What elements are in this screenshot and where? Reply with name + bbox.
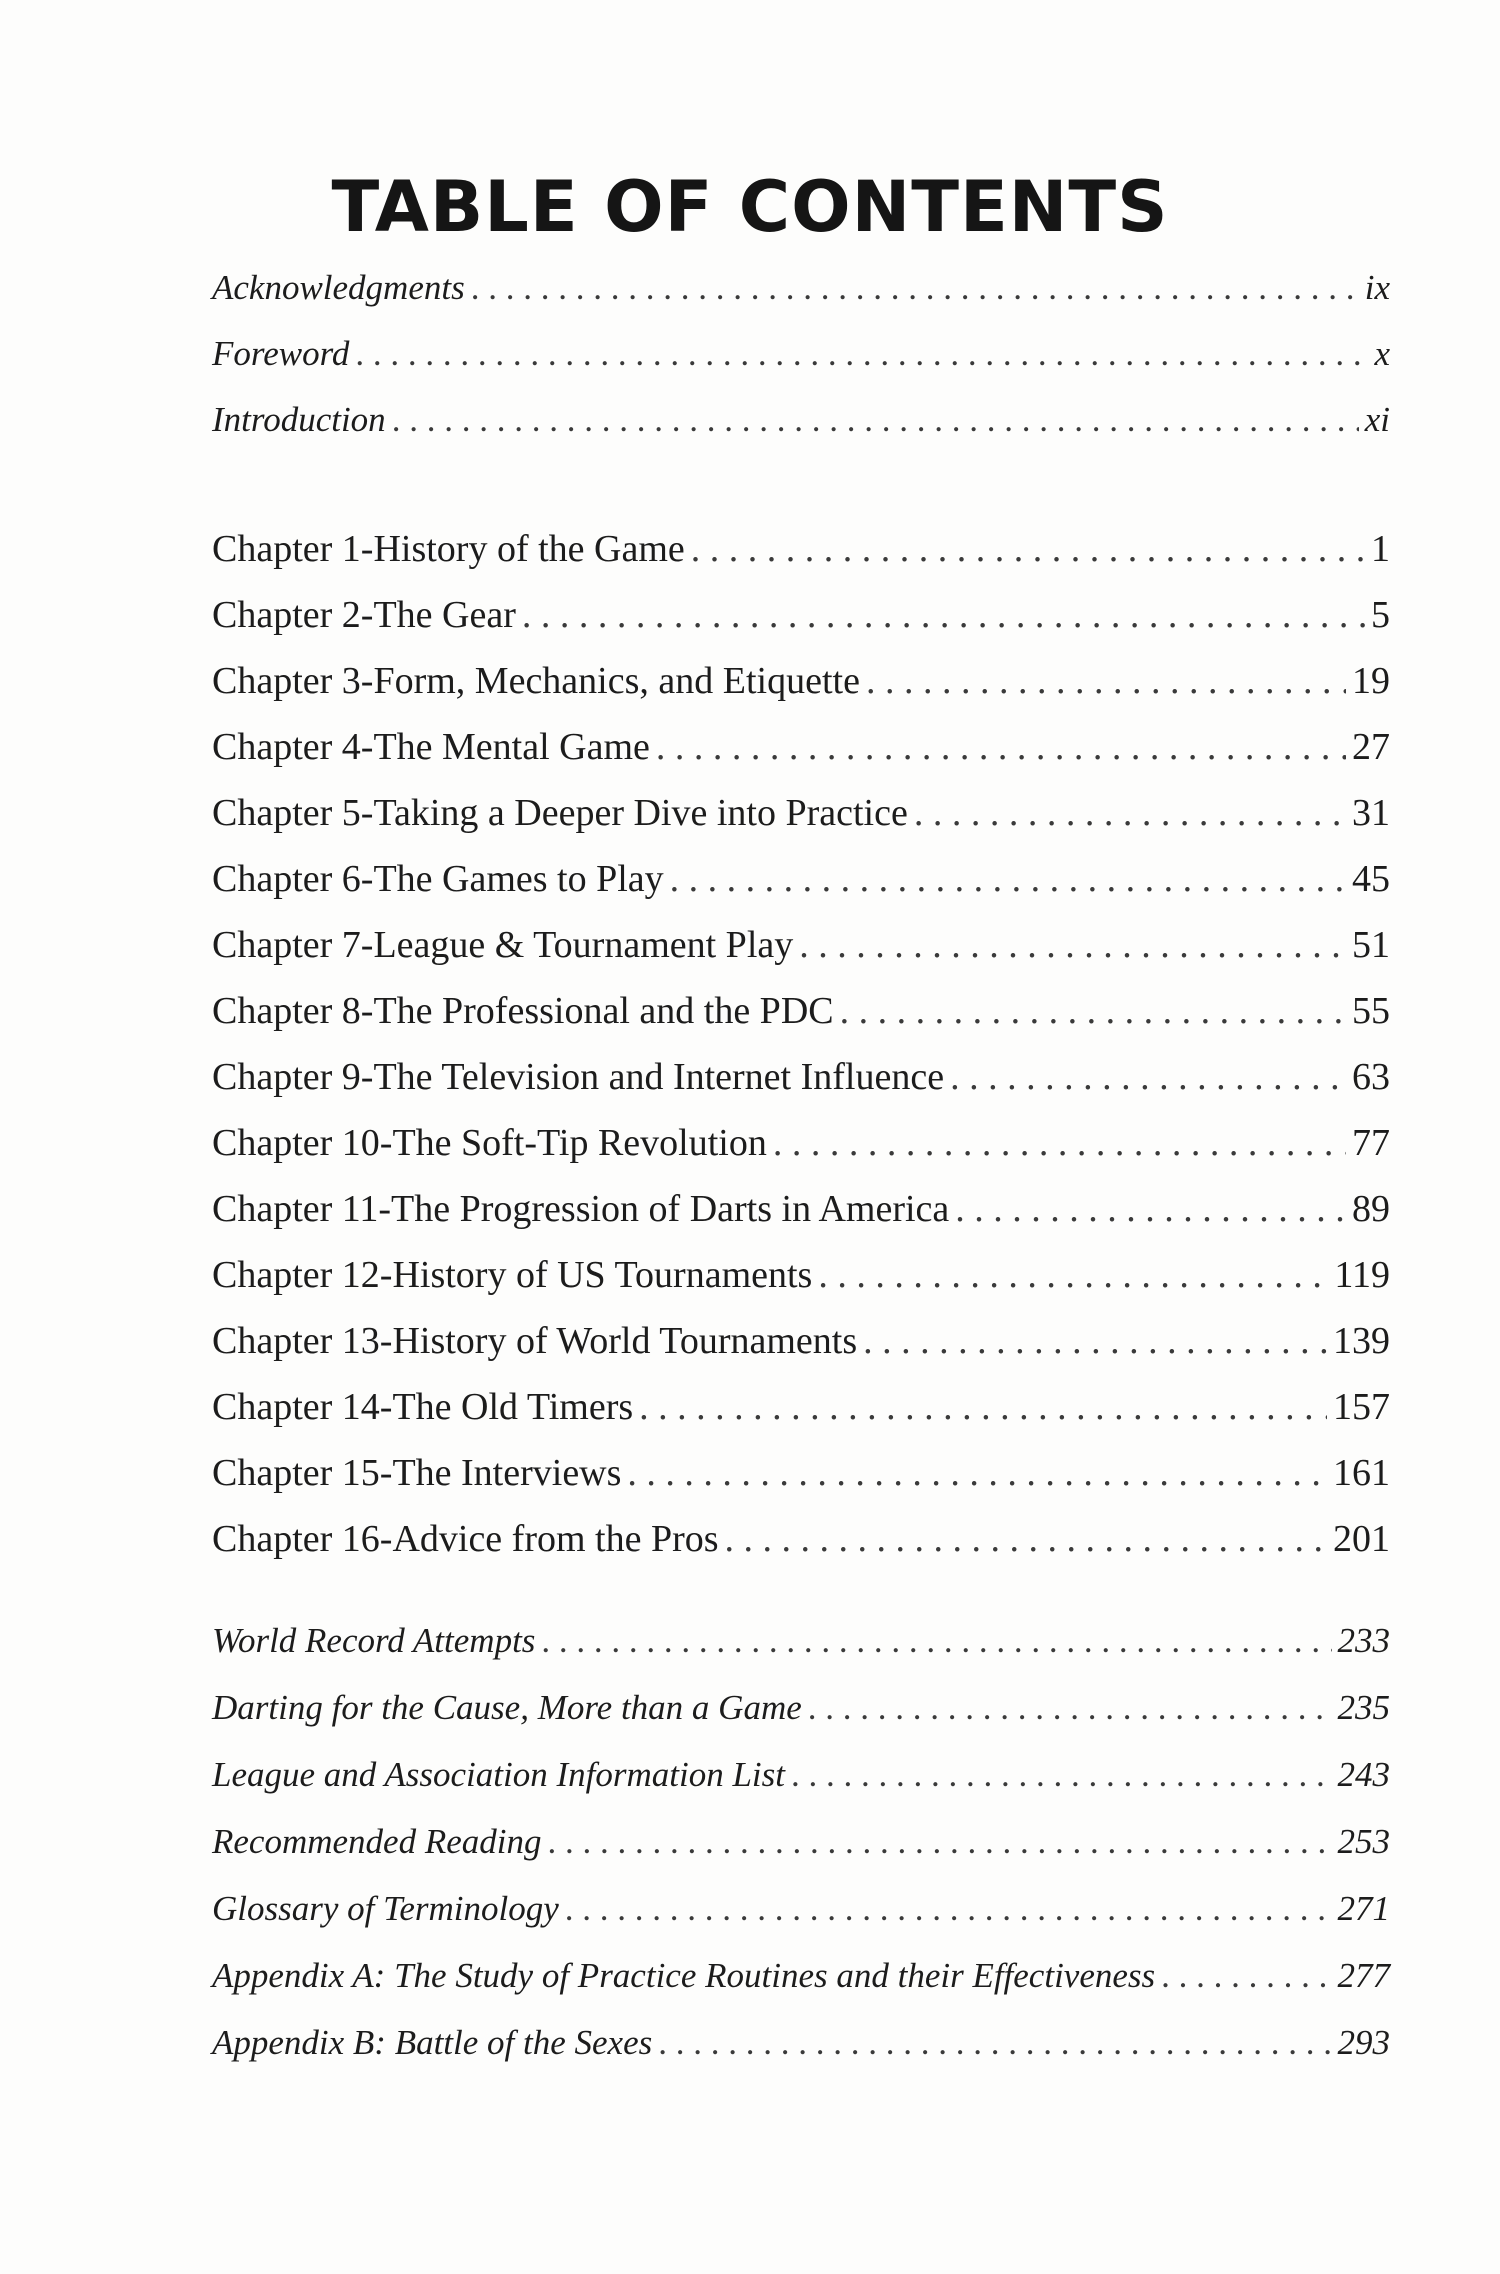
toc-entry-title: Chapter 6-The Games to Play bbox=[212, 858, 664, 900]
toc-entry-page-number: 293 bbox=[1337, 2023, 1390, 2062]
dot-leader bbox=[840, 989, 1346, 1033]
toc-entry-title: Chapter 16-Advice from the Pros bbox=[212, 1518, 719, 1560]
toc-entry-page-number: 201 bbox=[1333, 1518, 1390, 1560]
dot-leader bbox=[541, 1621, 1331, 1661]
toc-entry bbox=[212, 2023, 1390, 2090]
toc-entry-page-number: 5 bbox=[1371, 594, 1390, 636]
toc-entry-title: Chapter 12-History of US Tournaments bbox=[212, 1254, 813, 1296]
toc-entry-page-number: xi bbox=[1364, 400, 1390, 439]
dot-leader bbox=[866, 659, 1346, 703]
toc-entry-page-number: 63 bbox=[1352, 1056, 1390, 1098]
toc-entry-title: Chapter 2-The Gear bbox=[212, 594, 516, 636]
toc-entry-page-number: 31 bbox=[1352, 792, 1390, 834]
dot-leader bbox=[547, 1822, 1331, 1862]
dot-leader bbox=[1161, 1956, 1331, 1996]
dot-leader bbox=[656, 725, 1346, 769]
toc-entry-title: Darting for the Cause, More than a Game bbox=[212, 1688, 802, 1727]
dot-leader bbox=[791, 1755, 1332, 1795]
toc-entry-page-number: 277 bbox=[1337, 1956, 1390, 1995]
toc-entry-page-number: 51 bbox=[1352, 924, 1390, 966]
toc-entry-page-number: 89 bbox=[1352, 1188, 1390, 1230]
toc-entry-page-number: 119 bbox=[1334, 1254, 1390, 1296]
toc-entry-title: World Record Attempts bbox=[212, 1621, 536, 1660]
toc-entry bbox=[212, 1688, 1390, 1755]
toc-entry-title: Chapter 15-The Interviews bbox=[212, 1452, 622, 1494]
front-matter-list bbox=[212, 268, 1390, 466]
back-matter-list bbox=[212, 1621, 1390, 2090]
toc-entry-title: Appendix B: Battle of the Sexes bbox=[212, 2023, 653, 2062]
toc-entry bbox=[212, 1956, 1390, 2023]
page-title: TABLE OF CONTENTS bbox=[331, 165, 1169, 248]
dot-leader bbox=[863, 1319, 1327, 1363]
toc-entry bbox=[212, 1889, 1390, 1956]
toc-entry bbox=[212, 268, 1390, 334]
toc-entry-title: Chapter 5-Taking a Deeper Dive into Practice bbox=[212, 792, 908, 834]
toc-entry bbox=[212, 1517, 1390, 1583]
toc-entry bbox=[212, 593, 1390, 659]
toc-entry-page-number: 271 bbox=[1337, 1889, 1390, 1928]
toc-entry-title: Glossary of Terminology bbox=[212, 1889, 559, 1928]
toc-entry bbox=[212, 923, 1390, 989]
toc-entry-page-number: 27 bbox=[1352, 726, 1390, 768]
dot-leader bbox=[773, 1121, 1346, 1165]
toc-entry-title: Chapter 10-The Soft-Tip Revolution bbox=[212, 1122, 767, 1164]
toc-entry-page-number: 55 bbox=[1352, 990, 1390, 1032]
toc-entry bbox=[212, 1319, 1390, 1385]
toc-entry bbox=[212, 1451, 1390, 1517]
toc-entry-page-number: ix bbox=[1364, 268, 1390, 307]
toc-entry bbox=[212, 1121, 1390, 1187]
toc-entry bbox=[212, 334, 1390, 400]
dot-leader bbox=[627, 1451, 1327, 1495]
toc-entry bbox=[212, 791, 1390, 857]
toc-entry-title: Appendix A: The Study of Practice Routines and their Effectiveness bbox=[212, 1956, 1156, 1995]
toc-entry-title: Recommended Reading bbox=[212, 1822, 542, 1861]
dot-leader bbox=[471, 268, 1359, 308]
toc-entry-page-number: 1 bbox=[1371, 528, 1390, 570]
toc-entry bbox=[212, 725, 1390, 791]
toc-entry bbox=[212, 1055, 1390, 1121]
toc-entry-page-number: x bbox=[1374, 334, 1390, 373]
toc-entry-title: Chapter 11-The Progression of Darts in America bbox=[212, 1188, 950, 1230]
toc-entry bbox=[212, 527, 1390, 593]
toc-entry-page-number: 233 bbox=[1337, 1621, 1390, 1660]
toc-entry-title: Chapter 4-The Mental Game bbox=[212, 726, 650, 768]
dot-leader bbox=[658, 2023, 1331, 2063]
toc-entry-page-number: 45 bbox=[1352, 858, 1390, 900]
dot-leader bbox=[818, 1253, 1328, 1297]
toc-entry-title: Chapter 9-The Television and Internet Influence bbox=[212, 1056, 945, 1098]
dot-leader bbox=[725, 1517, 1327, 1561]
dot-leader bbox=[691, 527, 1365, 571]
toc-entry bbox=[212, 1822, 1390, 1889]
toc-entry-title: Chapter 1-History of the Game bbox=[212, 528, 685, 570]
toc-entry-title: Acknowledgments bbox=[212, 268, 465, 307]
toc-entry bbox=[212, 857, 1390, 923]
toc-entry-page-number: 19 bbox=[1352, 660, 1390, 702]
toc-entry bbox=[212, 1253, 1390, 1319]
toc-entry-title: Chapter 14-The Old Timers bbox=[212, 1386, 634, 1428]
dot-leader bbox=[955, 1187, 1346, 1231]
toc-entry-page-number: 139 bbox=[1333, 1320, 1390, 1362]
toc-entry-page-number: 243 bbox=[1337, 1755, 1390, 1794]
dot-leader bbox=[670, 857, 1346, 901]
toc-entry-page-number: 253 bbox=[1337, 1822, 1390, 1861]
toc-entry bbox=[212, 659, 1390, 725]
dot-leader bbox=[799, 923, 1346, 967]
chapter-list bbox=[212, 527, 1390, 1583]
toc-entry-page-number: 157 bbox=[1333, 1386, 1390, 1428]
toc-entry-title: Chapter 8-The Professional and the PDC bbox=[212, 990, 834, 1032]
toc-entry-title: Foreword bbox=[212, 334, 350, 373]
toc-entry-title: Chapter 13-History of World Tournaments bbox=[212, 1320, 858, 1362]
toc-entry-page-number: 161 bbox=[1333, 1452, 1390, 1494]
toc-entry bbox=[212, 1385, 1390, 1451]
toc-entry-title: League and Association Information List bbox=[212, 1755, 785, 1794]
dot-leader bbox=[355, 334, 1368, 374]
dot-leader bbox=[914, 791, 1346, 835]
dot-leader bbox=[565, 1889, 1332, 1929]
toc-entry bbox=[212, 1621, 1390, 1688]
toc-entry bbox=[212, 400, 1390, 466]
dot-leader bbox=[639, 1385, 1327, 1429]
toc-entry-title: Introduction bbox=[212, 400, 386, 439]
toc-entry-page-number: 77 bbox=[1352, 1122, 1390, 1164]
dot-leader bbox=[808, 1688, 1332, 1728]
dot-leader bbox=[950, 1055, 1346, 1099]
toc-entry bbox=[212, 989, 1390, 1055]
dot-leader bbox=[522, 593, 1365, 637]
toc-entry bbox=[212, 1187, 1390, 1253]
toc-entry-title: Chapter 7-League & Tournament Play bbox=[212, 924, 794, 966]
dot-leader bbox=[392, 400, 1359, 440]
toc-entry-title: Chapter 3-Form, Mechanics, and Etiquette bbox=[212, 660, 860, 702]
toc-entry bbox=[212, 1755, 1390, 1822]
toc-entry-page-number: 235 bbox=[1337, 1688, 1390, 1727]
